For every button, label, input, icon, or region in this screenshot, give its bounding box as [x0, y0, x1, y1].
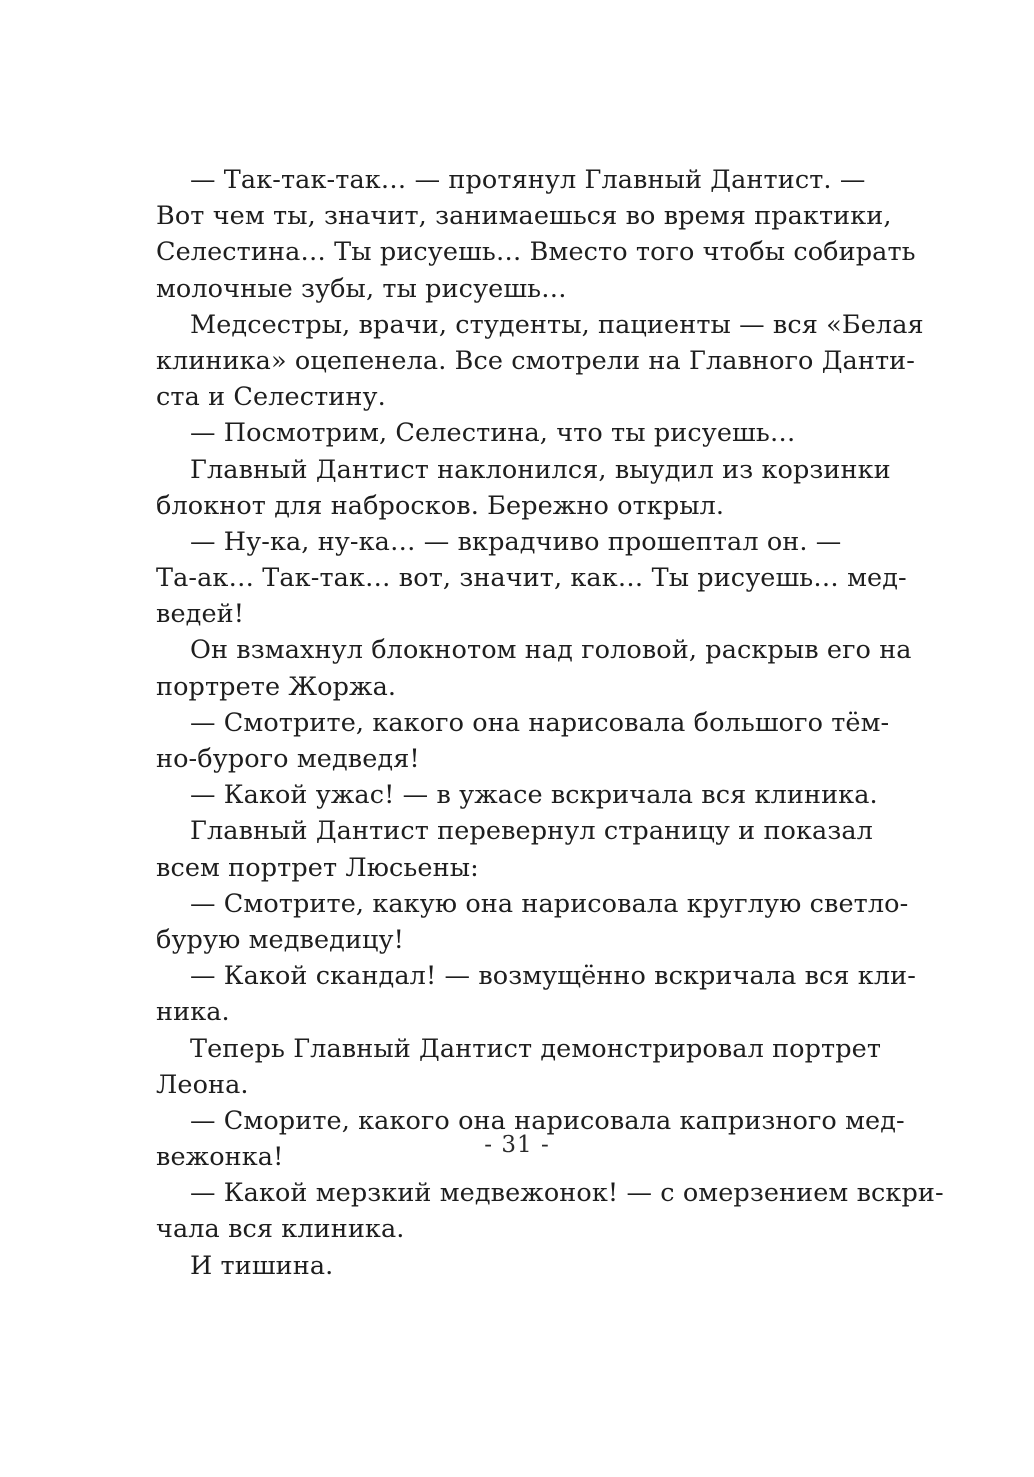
- text-line: Вот чем ты, значит, занимаешься во время практики,: [156, 201, 892, 232]
- text-line: И тишина.: [190, 1250, 334, 1281]
- text-line: — Смотрите, какого она нарисовала большого тём-: [190, 707, 890, 738]
- text-line: молочные зубы, ты рисуешь…: [156, 273, 567, 304]
- text-line: — Сморите, какого она нарисовала капризного мед-: [190, 1105, 905, 1136]
- text-line: Главный Дантист наклонился, выудил из корзинки: [190, 454, 891, 485]
- text-line: Селестина… Ты рисуешь… Вместо того чтобы собирать: [156, 237, 916, 268]
- text-line: но-бурого медведя!: [156, 744, 420, 774]
- text-line: Леона.: [156, 1069, 249, 1100]
- text-line: клиника» оцепенела. Все смотрели на Главного Данти-: [156, 345, 915, 376]
- text-line: портрете Жоржа.: [156, 671, 397, 702]
- text-line: чала вся клиника.: [156, 1214, 405, 1245]
- text-line: — Ну-ка, ну-ка… — вкрадчиво прошептал он. —: [190, 526, 842, 557]
- text-line: — Посмотрим, Селестина, что ты рисуешь…: [190, 418, 796, 449]
- text-line: ника.: [156, 997, 230, 1028]
- text-line: — Какой скандал! — возмущённо вскричала вся кли-: [190, 961, 916, 992]
- text-line: — Так-так-так… — протянул Главный Дантист. —: [190, 165, 866, 195]
- text-line: Он взмахнул блокнотом над головой, раскрыв его на: [190, 635, 912, 666]
- text-line: Медсестры, врачи, студенты, пациенты — вся «Белая: [190, 309, 924, 340]
- text-line: бурую медведицу!: [156, 924, 405, 955]
- body-text: [156, 162, 944, 1284]
- text-line: Теперь Главный Дантист демонстрировал портрет: [190, 1033, 882, 1064]
- text-line: ста и Селестину.: [156, 382, 386, 413]
- text-line: — Какой ужас! — в ужасе вскричала вся клиника.: [190, 780, 878, 811]
- text-line: Та-ак… Так-так… вот, значит, как… Ты рисуешь… мед-: [156, 563, 907, 594]
- text-line: — Какой мерзкий медвежонок! — с омерзением вскри-: [190, 1178, 944, 1209]
- text-line: вежонка!: [156, 1142, 284, 1173]
- text-line: всем портрет Люсьены:: [156, 852, 479, 883]
- text-line: Главный Дантист перевернул страницу и показал: [190, 816, 873, 847]
- text-line: ведей!: [156, 599, 245, 630]
- text-line: блокнот для набросков. Бережно открыл.: [156, 490, 725, 521]
- text-line: — Смотрите, какую она нарисовала круглую светло-: [190, 888, 909, 919]
- page-number: - 31 -: [484, 1132, 550, 1158]
